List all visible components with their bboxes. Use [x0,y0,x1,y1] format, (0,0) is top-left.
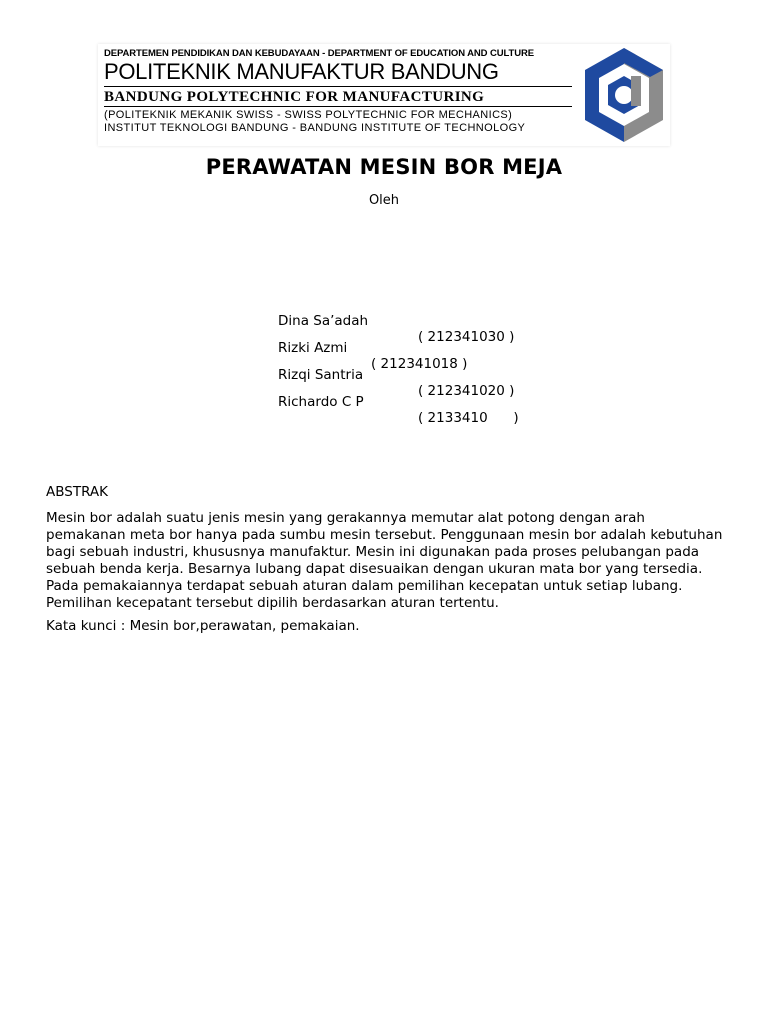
logo-gray-bar [631,76,641,106]
author-id: ( 2133410 ) [418,410,519,426]
letterhead [98,44,670,146]
author-name: Rizki Azmi [278,340,348,356]
author-id: ( 212341020 ) [418,383,515,399]
author-name: Rizqi Santria [278,367,364,383]
logo-blue-top [624,48,663,77]
abstract-heading: ABSTRAK [46,484,108,500]
divider [104,86,572,87]
author-id: ( 212341018 ) [371,356,468,372]
institution-name: POLITEKNIK MANUFAKTUR BANDUNG [104,59,499,84]
author-id: ( 212341030 ) [418,329,515,345]
author-list [278,297,519,426]
keywords: Kata kunci : Mesin bor,perawatan, pemakaian. [46,618,360,634]
document-title: PERAWATAN MESIN BOR MEJA [205,155,563,179]
author-name: Dina Sa’adah [278,313,369,329]
byline: Oleh [368,193,400,208]
logo-center-hole [615,86,633,104]
polman-logo-icon [580,46,668,144]
author-row [278,297,515,345]
parent-institution-line: INSTITUT TEKNOLOGI BANDUNG - BANDUNG INSTITUTE OF TECHNOLOGY [104,122,526,134]
former-name-line: (POLITEKNIK MEKANIK SWISS - SWISS POLYTECHNIC FOR MECHANICS) [104,109,513,121]
abstract-body: Mesin bor adalah suatu jenis mesin yang gerakannya memutar alat potong dengan arah pemakanan meta bor hanya pada sumbu mesin tersebut. Penggunaan mesin bor adalah kebutuhan bagi sebuah industri, khususnya manufaktur. Mesin ini digunakan pada proses pelubangan pada sebuah benda kerja. Besarnya lubang dapat disesuaikan dengan ukuran mata bor yang tersedia. Pada pemakaiannya terdapat sebuah aturan dalam pemilihan kecepatan untuk setiap lubang. Pemilihan kecepatant tersebut dipilih berdasarkan aturan tertentu. [46,510,723,611]
department-line: DEPARTEMEN PENDIDIKAN DAN KEBUDAYAAN - DEPARTMENT OF EDUCATION AND CULTURE [104,48,534,59]
abstract-section [46,484,726,635]
letterhead-text [104,48,572,135]
institution-name-en: BANDUNG POLYTECHNIC FOR MANUFACTURING [104,89,485,105]
author-name: Richardo C P [278,394,364,410]
divider [104,106,572,107]
